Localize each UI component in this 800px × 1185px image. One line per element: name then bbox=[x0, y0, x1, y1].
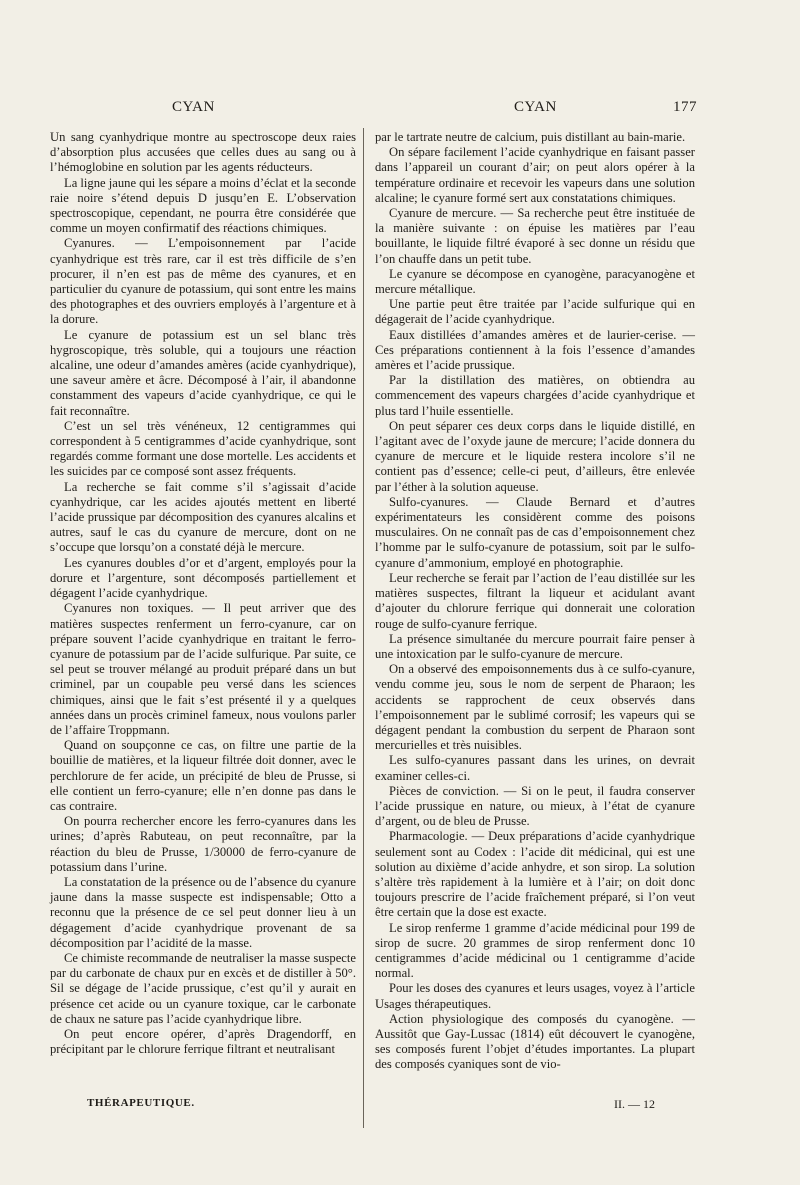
paragraph: Action physiologique des composés du cyanogène. — Aussitôt que Gay-Lussac (1814) eût découvert le cyanogène, ses composés furent l’objet d’études importantes. La plupart des composés cyaniques sont de vio- bbox=[375, 1011, 695, 1072]
paragraph: Le cyanure se décompose en cyanogène, paracyanogène et mercure métallique. bbox=[375, 266, 695, 297]
paragraph: Par la distillation des matières, on obtiendra au commencement des vapeurs chargées d’acide cyanhydrique et plus tard l’huile essentielle. bbox=[375, 373, 695, 418]
footer-volume: II. — 12 bbox=[614, 1097, 655, 1111]
paragraph: Cyanures non toxiques. — Il peut arriver que des matières suspectes renferment un ferro-cyanure, car on prépare souvent l’acide cyanhydrique en traitant le ferro-cyanure de potassium par de l’acide sulfurique. Par suite, ce sel peut se trouver mélangé au produit préparé dans un but criminel, par un coupable peu versé dans les sciences chimiques, ainsi que le fait s’est présenté il y a quelques années dans un procès criminel fameux, nous voulons parler de l’affaire Troppmann. bbox=[50, 601, 356, 737]
paragraph: Cyanure de mercure. — Sa recherche peut être instituée de la manière suivante : on épuise les matières par l’eau bouillante, le liquide filtré évaporé à sec donne un résidu que l’on chauffe dans un petit tube. bbox=[375, 206, 695, 266]
paragraph: par le tartrate neutre de calcium, puis distillant au bain-marie. bbox=[375, 130, 686, 144]
paragraph: On sépare facilement l’acide cyanhydrique en faisant passer dans l’appareil un courant d’air; on peut alors opérer à la température ordinaire et recevoir les vapeurs dans une solution alcaline; le cyanure formé sert aux constatations chimiques. bbox=[375, 145, 695, 205]
running-head-right: CYAN bbox=[514, 99, 557, 115]
paragraph: Un sang cyanhydrique montre au spectroscope deux raies d’absorption plus accusées que celles dues au sang ou à l’hémoglobine en solution par les agents réducteurs. bbox=[50, 130, 356, 175]
paragraph: La recherche se fait comme s’il s’agissait d’acide cyanhydrique, car les acides ajoutés mettent en liberté l’acide prussique par décomposition des cyanures alcalins et autres, sauf le cas du cyanure de mercure, dont on ne s’occupe que lorsqu’on a constaté déjà le mercure. bbox=[50, 479, 356, 555]
paragraph: Leur recherche se ferait par l’action de l’eau distillée sur les matières suspectes, filtrant la liqueur et acidulant avant d’ajouter du chlorure ferrique qui donnerait une coloration rouge de sulfo-cyanure ferrique. bbox=[375, 570, 695, 631]
paragraph: Quand on soupçonne ce cas, on filtre une partie de la bouillie de matières, et la liqueur filtrée doit donner, avec le perchlorure de fer acide, un précipité de bleu de Prusse, si elle contient un ferro-cyanure; elle n’en donne pas dans le cas contraire. bbox=[50, 738, 356, 813]
paragraph: Ce chimiste recommande de neutraliser la masse suspecte par du carbonate de chaux pur en excès et de distiller à 50°. Sil se dégage de l’acide prussique, c’est qu’il y aurait en présence cet acide ou un cyanure toxique, car le carbonate de chaux ne sature pas l’acide cyanhydrique libre. bbox=[50, 950, 356, 1026]
paragraph: Les cyanures doubles d’or et d’argent, employés pour la dorure et l’argenture, sont décomposés partiellement et dégagent l’acide cyanhydrique. bbox=[50, 555, 356, 601]
paragraph: On peut séparer ces deux corps dans le liquide distillé, en l’agitant avec de l’oxyde jaune de mercure; l’acide donnera du cyanure de mercure et le liquide restera incolore s’il ne contient pas d’essence; celle-ci peut, d’ailleurs, être enlevée par l’éther à la solution aqueuse. bbox=[375, 418, 695, 494]
paragraph: Pour les doses des cyanures et leurs usages, voyez à l’article Usages thérapeutiques. bbox=[375, 981, 695, 1011]
running-head-left: CYAN bbox=[172, 99, 215, 115]
paragraph: La constatation de la présence ou de l’absence du cyanure jaune dans la masse suspecte est indispensable; Otto a reconnu que la présence de ce sel peut donner lieu à un dégagement d’acide cyanhydrique provenant de sa décomposition par l’acidité de la masse. bbox=[50, 874, 356, 950]
paragraph: Les sulfo-cyanures passant dans les urines, on devrait examiner celles-ci. bbox=[375, 753, 695, 783]
paragraph: On a observé des empoisonnements dus à ce sulfo-cyanure, vendu comme jeu, sous le nom de serpent de Pharaon; les accidents se rapprochent de ceux observés dans l’empoisonnement par le sublimé corrosif; les vapeurs qui se dégagent pendant la combustion du serpent de Pharaon sont mercurielles et très nuisibles. bbox=[375, 662, 695, 753]
paragraph: On peut encore opérer, d’après Dragendorff, en précipitant par le chlorure ferrique filtrant et neutralisant bbox=[50, 1026, 356, 1057]
paragraph: Sulfo-cyanures. — Claude Bernard et d’autres expérimentateurs les considèrent comme des poisons musculaires. On ne connaît pas de cas d’empoisonnement chez l’homme par le sulfo-cyanure de potassium, soit par le sulfo-cyanure d’ammonium, employé en photographie. bbox=[375, 494, 695, 570]
paragraph: La présence simultanée du mercure pourrait faire penser à une intoxication par le sulfo-cyanure de mercure. bbox=[375, 631, 695, 661]
paragraph: Le cyanure de potassium est un sel blanc très hygroscopique, très soluble, qui a toujours une réaction alcaline, une odeur d’amandes amères (acide cyanhydrique), une saveur amère et âcre. Décomposé à l’air, il abandonne constamment des vapeurs d’acide cyanhydrique, ce qui le fait reconnaître. bbox=[50, 327, 356, 418]
page-number: 177 bbox=[673, 99, 697, 115]
paragraph: Une partie peut être traitée par l’acide sulfurique qui en dégagerait de l’acide cyanhydrique. bbox=[375, 297, 695, 327]
footer-signature: THÉRAPEUTIQUE. bbox=[87, 1097, 195, 1109]
right-column bbox=[375, 130, 695, 1073]
paragraph: La ligne jaune qui les sépare a moins d’éclat et la seconde raie noire s’étend depuis D jusqu’en E. L’observation spectroscopique, cependant, ne pourra être considérée que comme un moyen confirmatif des réactions chimiques. bbox=[50, 175, 356, 236]
paragraph: Pièces de conviction. — Si on le peut, il faudra conserver l’acide prussique en nature, ou mieux, à l’état de cyanure d’argent, ou de bleu de Prusse. bbox=[375, 783, 695, 829]
paragraph: Pharmacologie. — Deux préparations d’acide cyanhydrique seulement sont au Codex : l’acide dit médicinal, qui est une solution au dixième d’acide anhydre, et son sirop. La solution s’altère très rapidement à la lumière et à l’air; on doit donc toujours prescrire de l’acide fraîchement préparé, si l’on veut être certain que la dose est exacte. bbox=[375, 829, 695, 920]
paragraph: Eaux distillées d’amandes amères et de laurier-cerise. — Ces préparations contiennent à la fois l’essence d’amandes amères et l’acide prussique. bbox=[375, 327, 695, 373]
paragraph: Cyanures. — L’empoisonnement par l’acide cyanhydrique est très rare, car il est très difficile de s’en procurer, il n’en est pas de même des cyanures, et en particulier du cyanure de potassium, qui sont entre les mains des photographes et des ouvriers employés à l’argenture et à la dorure. bbox=[50, 236, 356, 327]
paragraph: Le sirop renferme 1 gramme d’acide médicinal pour 199 de sirop de sucre. 20 grammes de sirop renferment donc 10 centigrammes d’acide médicinal ou 1 centigramme d’acide normal. bbox=[375, 920, 695, 981]
left-column bbox=[50, 130, 356, 1057]
column-divider bbox=[363, 128, 364, 1128]
paragraph: On pourra rechercher encore les ferro-cyanures dans les urines; d’après Rabuteau, on peut reconnaître, par la réaction du bleu de Prusse, 1/30000 de ferro-cyanure de potassium dans l’urine. bbox=[50, 814, 356, 874]
paragraph: C’est un sel très vénéneux, 12 centigrammes qui correspondent à 5 centigrammes d’acide cyanhydrique, sont regardés comme formant une dose mortelle. Les accidents et les suicides par ce composé sont assez fréquents. bbox=[50, 418, 356, 479]
